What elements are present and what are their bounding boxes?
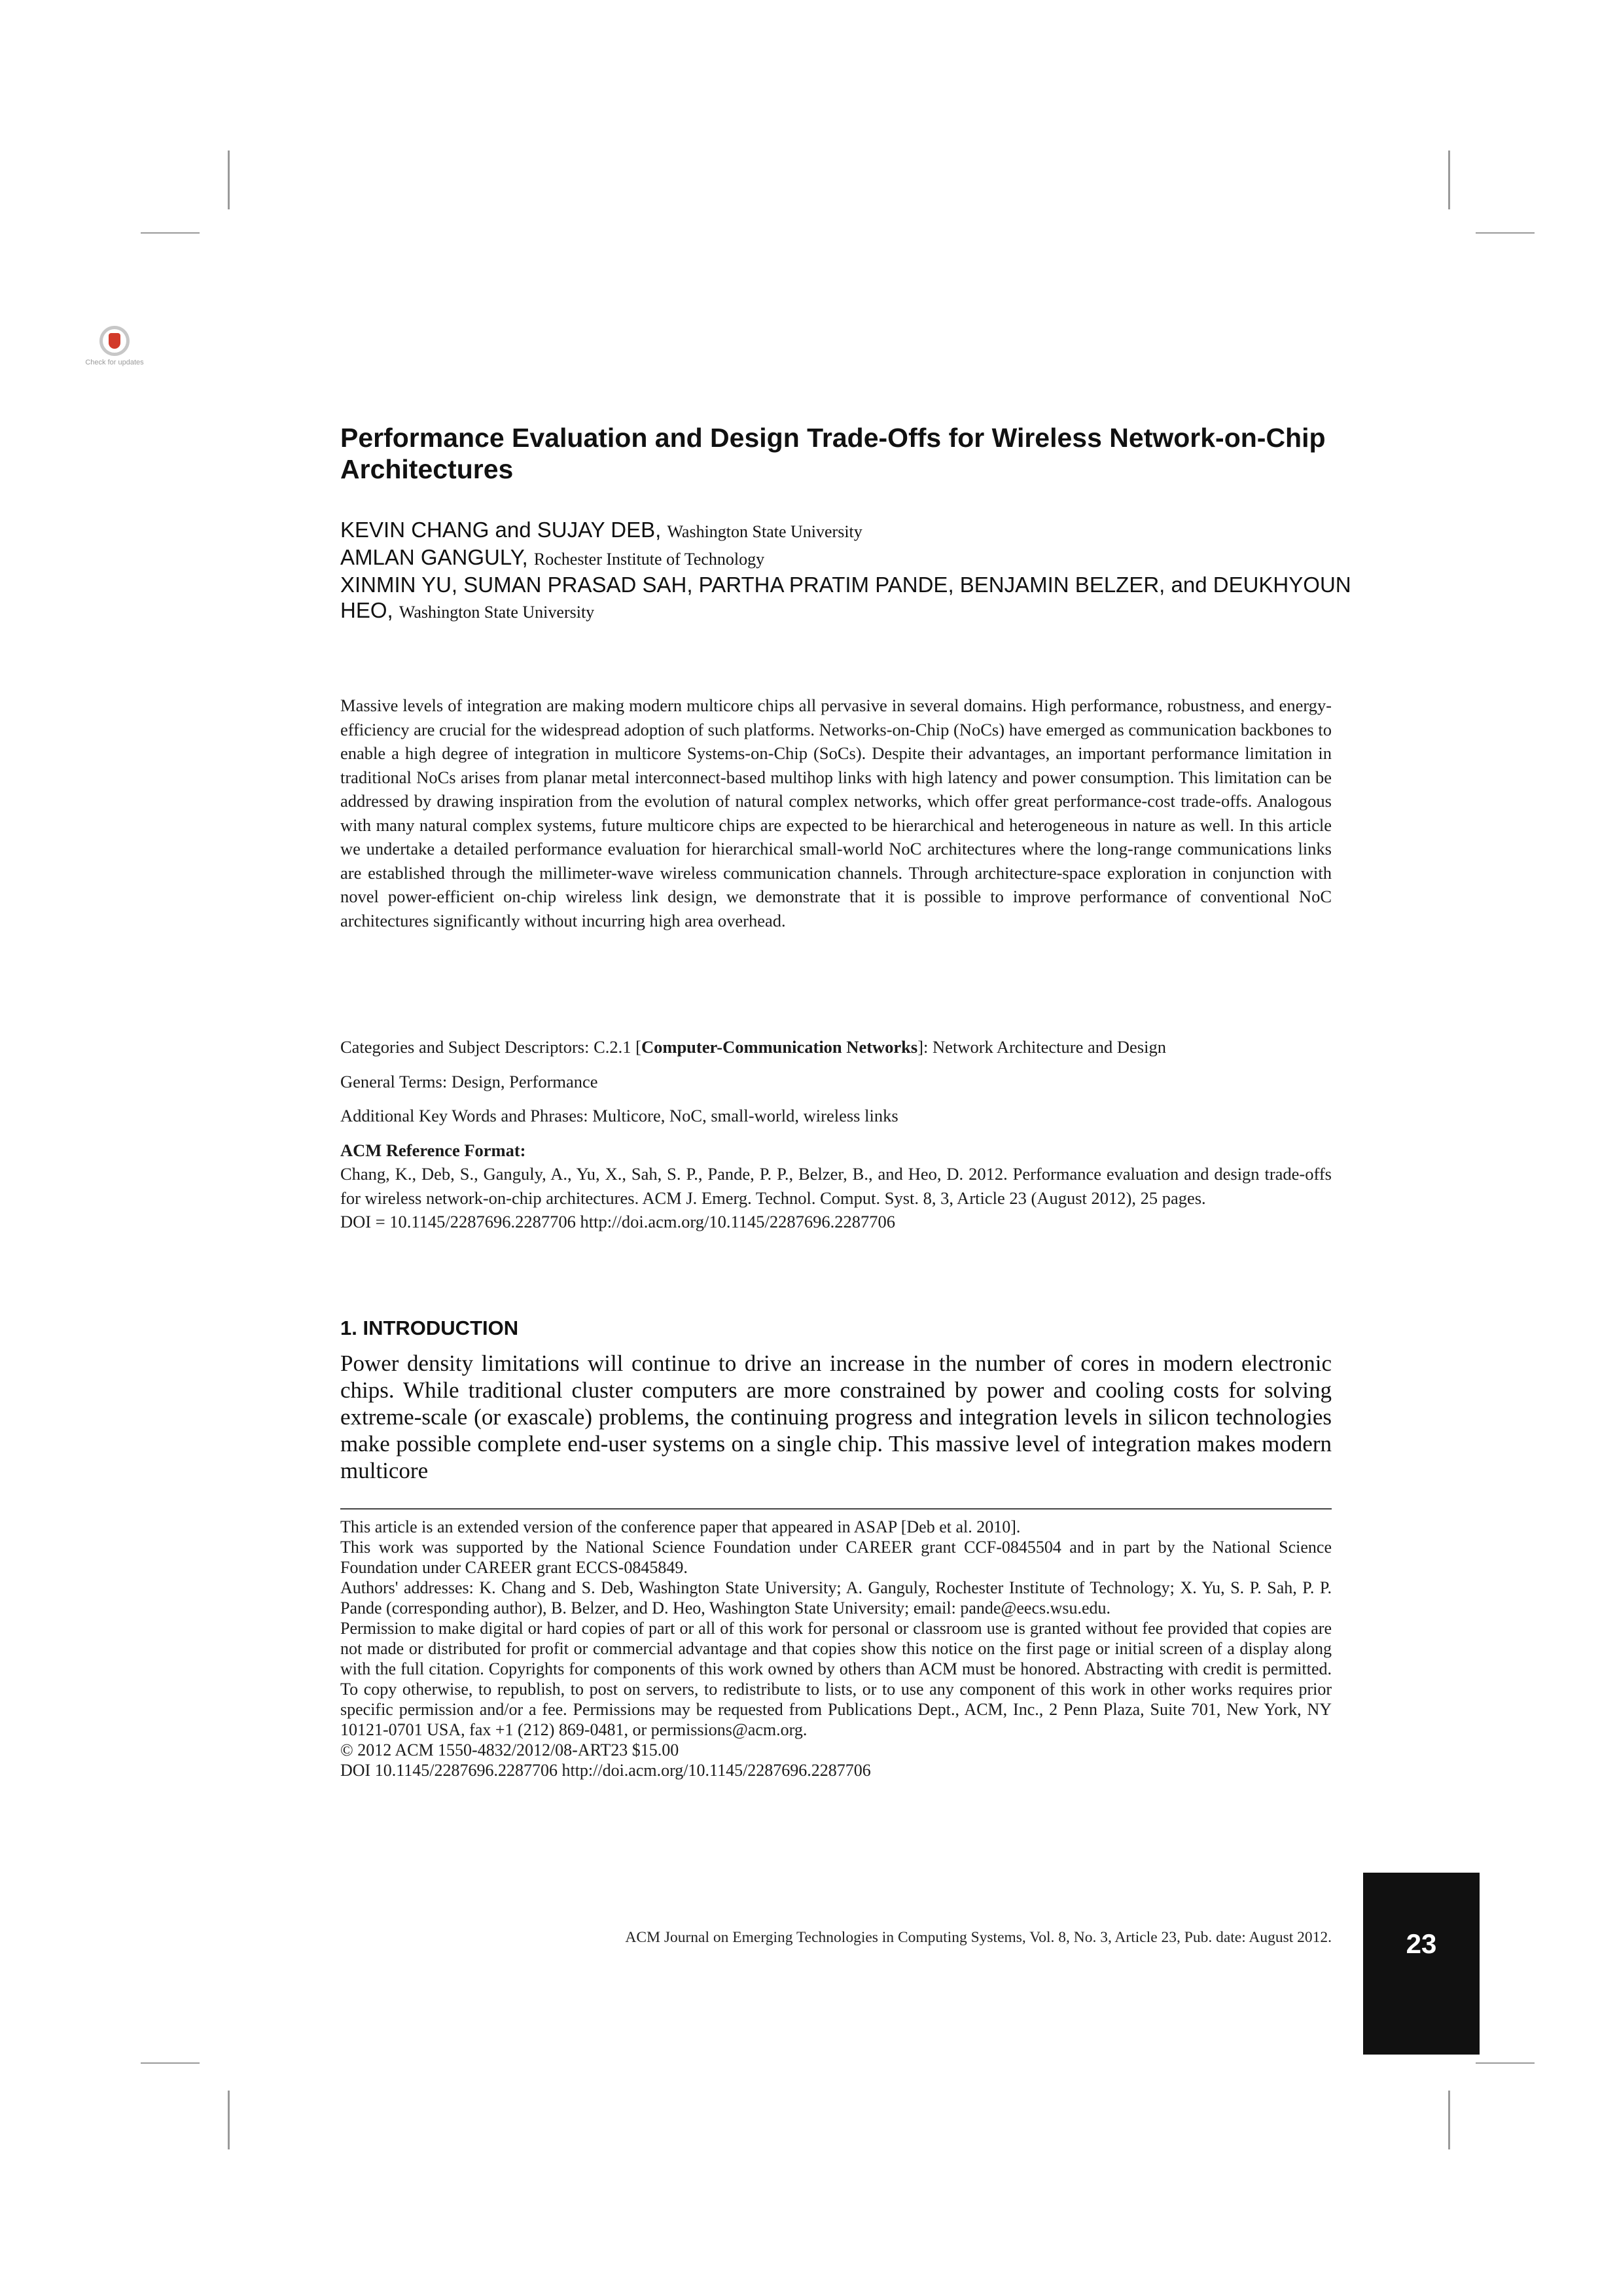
author-block [340,517,1361,625]
bookmark-icon [99,326,130,356]
author-line [340,572,1361,625]
acm-reference-doi: DOI = 10.1145/2287696.2287706 http://doi.acm.org/10.1145/2287696.2287706 [340,1212,895,1231]
abstract: Massive levels of integration are making modern multicore chips all pervasive in several domains. High performance, robustness, and energy-efficiency are crucial for the widespread adoption of such platforms. Networks-on-Chip (NoCs) have emerged as communication backbones to enable a high degree of integration in multicore Systems-on-Chip (SoCs). Despite their advantages, an important performance limitation in traditional NoCs arises from planar metal interconnect-based multihop links with high latency and power consumption. This limitation can be addressed by drawing inspiration from the evolution of natural complex networks, which offer great performance-cost trade-offs. Analogous with many natural complex systems, future multicore chips are expected to be hierarchical and heterogeneous in nature as well. In this article we undertake a detailed performance evaluation for hierarchical small-world NoC architectures where the long-range communications links are established through the millimeter-wave wireless communication channels. Through architecture-space exploration in conjunction with novel power-efficient on-chip wireless link design, we demonstrate that it is possible to improve performance of conventional NoC architectures significantly without incurring high area overhead. [340,696,1332,930]
crop-mark [1448,2091,1450,2149]
author-affiliation: Washington State University [667,522,862,541]
footnote: © 2012 ACM 1550-4832/2012/08-ART23 $15.00 [340,1740,679,1759]
page-number: 23 [1406,1928,1437,1959]
footnotes [340,1517,1332,1780]
footnote: This article is an extended version of the conference paper that appeared in ASAP [Deb et al. 2010]. [340,1517,1021,1536]
footnote: Authors' addresses: K. Chang and S. Deb, Washington State University; A. Ganguly, Rochester Institute of Technology; X. Yu, S. P. Sah, P. P. Pande (corresponding author), B. Belzer, and D. Heo, Washington State University; email: pande@eecs.wsu.edu. [340,1578,1332,1617]
footnote: Permission to make digital or hard copies of part or all of this work for personal or classroom use is granted without fee provided that copies are not made or distributed for profit or commercial advantage and that copies show this notice on the first page or initial screen of a display along with the full citation. Copyrights for components of this work owned by others than ACM must be honored. Abstracting with credit is permitted. To copy otherwise, to republish, to post on servers, to redistribute to lists, or to use any component of this work in other works requires prior specific permission and/or a fee. Permissions may be requested from Publications Dept., ACM, Inc., 2 Penn Plaza, Suite 701, New York, NY 10121-0701 USA, fax +1 (212) 869-0481, or permissions@acm.org. [340,1619,1332,1739]
journal-footer: ACM Journal on Emerging Technologies in Computing Systems, Vol. 8, No. 3, Article 23, Pub. date: August 2012. [625,1929,1332,1946]
footnote-rule [340,1508,1332,1510]
acm-reference-heading: ACM Reference Format: [340,1140,526,1160]
crop-mark [228,150,230,209]
footnote: This work was supported by the National Science Foundation under CAREER grant CCF-0845504 and in part by the National Science Foundation under CAREER grant ECCS-0845849. [340,1538,1332,1577]
author-line [340,517,1361,544]
categories-bold: Computer-Communication Networks [641,1037,918,1057]
categories-prefix: Categories and Subject Descriptors: C.2.1 [ [340,1037,641,1057]
crop-mark [1476,2062,1535,2064]
crop-mark [1448,150,1450,209]
footnote: DOI 10.1145/2287696.2287706 http://doi.acm.org/10.1145/2287696.2287706 [340,1761,871,1780]
crop-mark [141,2062,200,2064]
author-names: XINMIN YU, SUMAN PRASAD SAH, PARTHA PRATIM PANDE, BENJAMIN BELZER, and DEUKHYOUN HEO, [340,573,1351,622]
intro-paragraph: Power density limitations will continue to drive an increase in the number of cores in modern electronic chips. While traditional cluster computers are more constrained by power and cooling costs for solving extreme-scale (or exascale) problems, the continuing progress and integration levels in silicon technologies make possible complete end-user systems on a single chip. This massive level of integration makes modern multicore [340,1351,1332,1483]
paper-metadata [340,1035,1332,1234]
acm-reference-text: Chang, K., Deb, S., Ganguly, A., Yu, X., Sah, S. P., Pande, P. P., Belzer, B., and Heo, D. 2012. Performance evaluation and design trade-offs for wireless network-on-chip architectures. ACM J. Emerg. Technol. Comput. Syst. 8, 3, Article 23 (August 2012), 25 pages. [340,1164,1332,1208]
page-number-tab [1363,1873,1480,2055]
section-heading: 1. INTRODUCTION [340,1316,519,1339]
crop-mark [1476,232,1535,234]
categories [340,1035,1332,1059]
author-affiliation: Rochester Institute of Technology [533,550,765,569]
keywords: Additional Key Words and Phrases: Multicore, NoC, small-world, wireless links [340,1106,898,1125]
author-names: AMLAN GANGULY, [340,545,528,569]
crop-mark [228,2091,230,2149]
author-line [340,544,1361,572]
categories-suffix: ]: Network Architecture and Design [917,1037,1166,1057]
badge-label: Check for updates [85,359,144,366]
paper-title: Performance Evaluation and Design Trade-Offs for Wireless Network-on-Chip Architectures [340,423,1326,484]
author-names: KEVIN CHANG and SUJAY DEB, [340,518,662,542]
check-for-updates-badge[interactable] [85,326,144,366]
crop-mark [141,232,200,234]
general-terms: General Terms: Design, Performance [340,1071,598,1091]
author-affiliation: Washington State University [399,603,595,622]
